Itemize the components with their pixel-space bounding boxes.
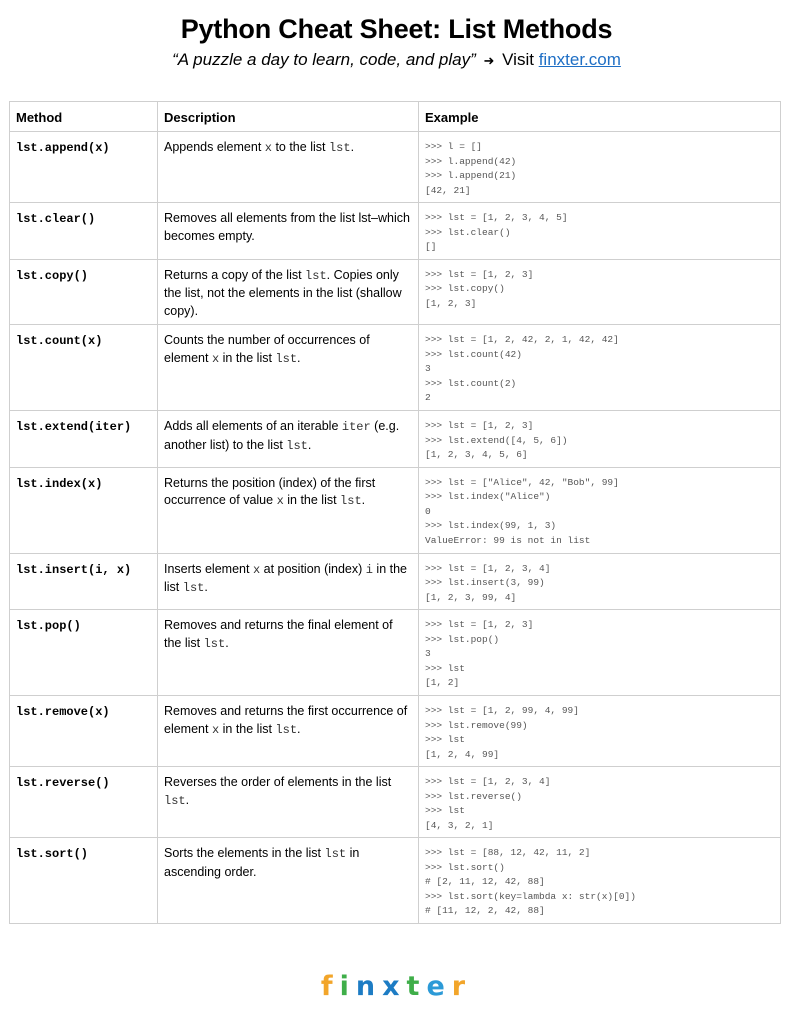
method-name: lst.insert(i, x) bbox=[10, 553, 158, 610]
code-line: 0 bbox=[425, 505, 431, 517]
code-line: 3 bbox=[425, 363, 431, 374]
description-text: . bbox=[225, 635, 229, 650]
description-text: Inserts element bbox=[164, 561, 253, 576]
code-line: [1, 2, 4, 99] bbox=[425, 748, 500, 760]
code-line: >>> lst.sort(key=lambda x: str(x)[0]) bbox=[425, 890, 636, 902]
method-name: lst.count(x) bbox=[10, 325, 158, 411]
code-example bbox=[419, 610, 781, 696]
method-name: lst.index(x) bbox=[10, 467, 158, 553]
description-text: . bbox=[185, 792, 190, 807]
description-text: . Copies only the list, not the elements in the list (shallow copy). bbox=[164, 267, 402, 318]
description-text: . bbox=[204, 580, 208, 594]
description-text: Removes and returns the first occurrence of element bbox=[164, 704, 408, 736]
arrow-right-icon: ➜ bbox=[483, 53, 495, 68]
description-text: Returns a copy of the list bbox=[164, 267, 306, 282]
inline-code: lst bbox=[286, 438, 308, 453]
table-row bbox=[10, 467, 781, 553]
description-text: Appends element bbox=[164, 140, 265, 154]
method-description bbox=[158, 767, 419, 838]
description-text: Reverses the order of elements in the list bbox=[164, 775, 392, 789]
method-description bbox=[158, 467, 419, 553]
code-line: >>> lst = [1, 2, 99, 4, 99] bbox=[425, 705, 579, 716]
visit-label: Visit bbox=[502, 50, 534, 69]
code-line: [1, 2, 3] bbox=[425, 297, 477, 309]
logo-letter: t bbox=[406, 971, 427, 1002]
code-line: 3 bbox=[425, 648, 431, 659]
inline-code: x bbox=[276, 494, 284, 508]
code-line: ValueError: 99 is not in list bbox=[425, 534, 591, 546]
inline-code: lst bbox=[275, 722, 298, 737]
method-name: lst.pop() bbox=[10, 610, 158, 696]
code-line: >>> lst bbox=[425, 734, 465, 745]
method-name: lst.extend(iter) bbox=[10, 411, 158, 468]
code-line: >>> l = [] bbox=[425, 141, 483, 152]
table-row bbox=[10, 553, 781, 610]
column-header-method: Method bbox=[10, 102, 158, 132]
code-line: >>> lst = [1, 2, 3, 4] bbox=[425, 562, 551, 574]
method-description bbox=[158, 325, 419, 411]
code-line: >>> lst.copy() bbox=[425, 283, 505, 294]
logo-letter: x bbox=[382, 971, 407, 1002]
inline-code: lst bbox=[275, 351, 298, 366]
logo-letter: f bbox=[320, 971, 340, 1002]
description-text: . bbox=[350, 140, 355, 154]
code-line: >>> lst.index("Alice") bbox=[425, 491, 551, 502]
inline-code: iter bbox=[341, 420, 371, 434]
code-line: [42, 21] bbox=[425, 184, 471, 196]
description-text: Removes and returns the final element of the list bbox=[164, 618, 393, 650]
method-description bbox=[158, 259, 419, 325]
inline-code: lst bbox=[340, 494, 362, 508]
description-text: . bbox=[361, 493, 366, 507]
code-line: >>> lst = [88, 12, 42, 11, 2] bbox=[425, 847, 591, 858]
description-text: Returns the position (index) of the first occurrence of value bbox=[164, 475, 376, 507]
code-line: [] bbox=[425, 241, 437, 252]
inline-code: x bbox=[211, 722, 220, 737]
description-text: . bbox=[297, 721, 301, 736]
description-text: . bbox=[307, 437, 312, 452]
description-text: in the list bbox=[164, 561, 408, 594]
code-line: >>> l.append(21) bbox=[425, 170, 517, 181]
code-example bbox=[419, 553, 781, 610]
table-row bbox=[10, 411, 781, 468]
method-name: lst.reverse() bbox=[10, 767, 158, 838]
method-description bbox=[158, 411, 419, 468]
description-text: in ascending order. bbox=[164, 846, 360, 879]
code-example bbox=[419, 467, 781, 553]
logo-letter: n bbox=[355, 971, 383, 1002]
code-line: # [11, 12, 2, 42, 88] bbox=[425, 905, 545, 916]
code-line: >>> lst = [1, 2, 3] bbox=[425, 420, 534, 431]
code-example bbox=[419, 767, 781, 838]
tagline-quote: “A puzzle a day to learn, code, and play” bbox=[172, 50, 476, 69]
code-example bbox=[419, 259, 781, 325]
description-text: . bbox=[297, 350, 301, 365]
table-row bbox=[10, 696, 781, 767]
finxter-link[interactable]: finxter.com bbox=[538, 50, 621, 69]
table-row bbox=[10, 259, 781, 325]
code-line: # [2, 11, 12, 42, 88] bbox=[425, 876, 545, 887]
code-line: >>> l.append(42) bbox=[425, 155, 517, 167]
code-line: >>> lst = [1, 2, 3, 4, 5] bbox=[425, 212, 568, 223]
table-row bbox=[10, 325, 781, 411]
code-line: [1, 2] bbox=[425, 677, 460, 688]
code-line: >>> lst bbox=[425, 662, 465, 674]
page-title: Python Cheat Sheet: List Methods bbox=[180, 14, 613, 44]
code-example bbox=[419, 696, 781, 767]
method-description bbox=[158, 696, 419, 767]
inline-code: lst bbox=[328, 141, 351, 155]
code-line: >>> lst = ["Alice", 42, "Bob", 99] bbox=[425, 476, 619, 488]
inline-code: lst bbox=[182, 581, 205, 595]
code-line: >>> lst.reverse() bbox=[425, 790, 522, 802]
code-example bbox=[419, 132, 781, 203]
logo-letter: e bbox=[426, 971, 452, 1002]
inline-code: x bbox=[264, 141, 272, 155]
code-line: >>> lst = [1, 2, 42, 2, 1, 42, 42] bbox=[425, 334, 619, 345]
method-description bbox=[158, 838, 419, 924]
code-line: >>> lst = [1, 2, 3] bbox=[425, 268, 534, 280]
inline-code: x bbox=[211, 351, 220, 366]
description-text: at position (index) bbox=[260, 561, 366, 576]
method-description bbox=[158, 132, 419, 203]
column-header-description: Description bbox=[158, 102, 419, 132]
code-line: >>> lst = [1, 2, 3, 4] bbox=[425, 776, 551, 787]
description-text: to the list bbox=[271, 140, 329, 154]
inline-code: lst bbox=[324, 847, 347, 861]
code-line: >>> lst.count(42) bbox=[425, 348, 522, 360]
code-example bbox=[419, 325, 781, 411]
code-line: 2 bbox=[425, 392, 431, 403]
code-line: >>> lst.sort() bbox=[425, 861, 505, 873]
code-line: >>> lst = [1, 2, 3] bbox=[425, 619, 534, 630]
code-line: >>> lst.clear() bbox=[425, 226, 511, 238]
code-line: >>> lst.pop() bbox=[425, 633, 500, 645]
method-name: lst.append(x) bbox=[10, 132, 158, 203]
column-header-example: Example bbox=[419, 102, 781, 132]
code-line: >>> lst.extend([4, 5, 6]) bbox=[425, 434, 568, 446]
method-description bbox=[158, 610, 419, 696]
code-example bbox=[419, 203, 781, 260]
inline-code: i bbox=[365, 562, 373, 577]
table-row bbox=[10, 838, 781, 924]
description-text: in the list bbox=[283, 493, 341, 507]
code-example bbox=[419, 411, 781, 468]
code-line: >>> lst.count(2) bbox=[425, 377, 517, 389]
code-line: >>> lst.index(99, 1, 3) bbox=[425, 520, 557, 531]
finxter-logo bbox=[0, 971, 793, 1002]
description-text: in the list bbox=[219, 350, 276, 365]
inline-code: lst bbox=[203, 636, 226, 651]
code-line: [1, 2, 3, 99, 4] bbox=[425, 591, 517, 603]
inline-code: lst bbox=[305, 268, 327, 283]
code-line: [1, 2, 3, 4, 5, 6] bbox=[425, 449, 528, 460]
table-row bbox=[10, 132, 781, 203]
logo-letter: i bbox=[339, 971, 356, 1002]
description-text: Counts the number of occurrences of element bbox=[164, 333, 370, 365]
description-text: in the list bbox=[219, 721, 276, 736]
method-name: lst.sort() bbox=[10, 838, 158, 924]
code-line: >>> lst bbox=[425, 805, 465, 816]
inline-code: lst bbox=[164, 793, 186, 808]
inline-code: x bbox=[252, 562, 261, 577]
method-description bbox=[158, 203, 419, 260]
code-line: >>> lst.insert(3, 99) bbox=[425, 577, 545, 588]
description-text: (e.g. another list) to the list bbox=[164, 419, 400, 452]
code-line: >>> lst.remove(99) bbox=[425, 719, 528, 731]
description-text: Adds all elements of an iterable bbox=[164, 419, 342, 433]
subtitle bbox=[0, 50, 793, 70]
method-description bbox=[158, 553, 419, 610]
method-name: lst.copy() bbox=[10, 259, 158, 325]
code-line: [4, 3, 2, 1] bbox=[425, 819, 494, 831]
logo-letter: r bbox=[451, 971, 473, 1002]
description-text: Removes all elements from the list lst–which becomes empty. bbox=[164, 211, 410, 243]
table-row bbox=[10, 767, 781, 838]
list-methods-table bbox=[9, 101, 781, 924]
table-row bbox=[10, 610, 781, 696]
table-row bbox=[10, 203, 781, 260]
method-name: lst.remove(x) bbox=[10, 696, 158, 767]
description-text: Sorts the elements in the list bbox=[164, 846, 325, 860]
table-header-row bbox=[10, 102, 781, 132]
code-example bbox=[419, 838, 781, 924]
method-name: lst.clear() bbox=[10, 203, 158, 260]
